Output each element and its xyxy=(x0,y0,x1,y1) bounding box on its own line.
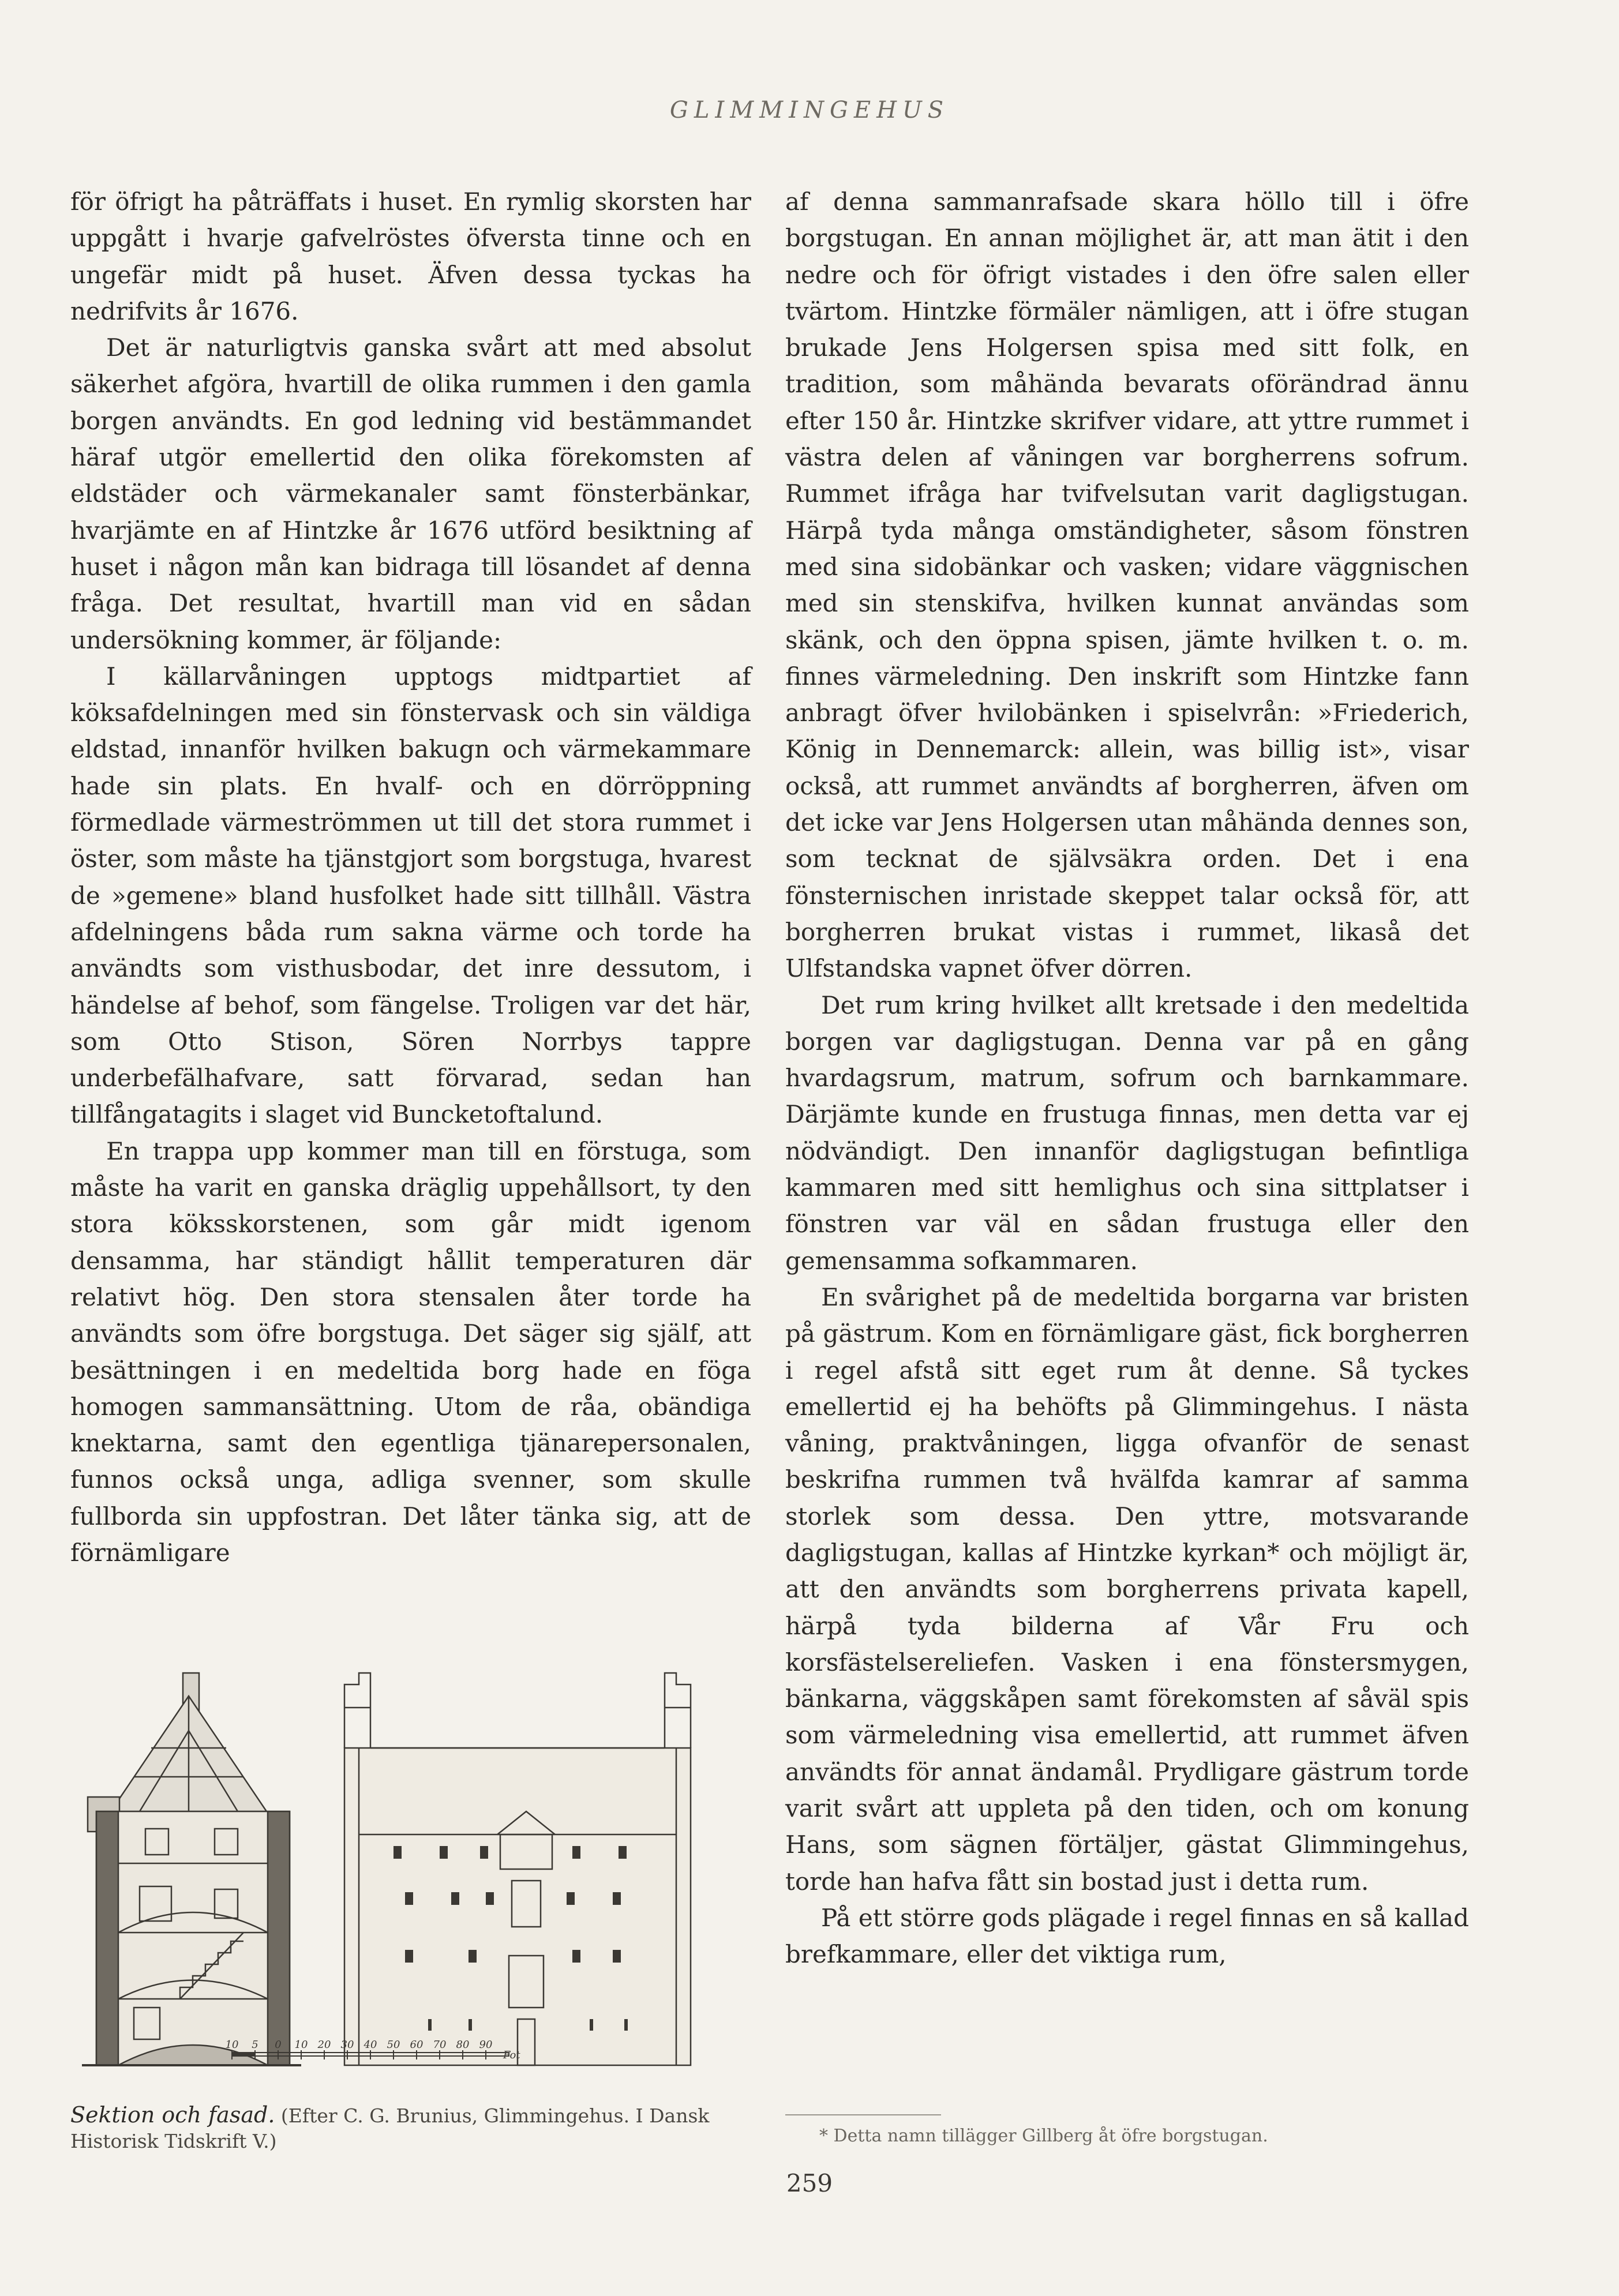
running-head: GLIMMINGEHUS xyxy=(669,97,950,123)
caption-title: Sektion och fasad. xyxy=(70,2102,275,2128)
scale-label: 30 xyxy=(340,2039,354,2051)
page-number: 259 xyxy=(786,2169,833,2197)
scale-label: 10 xyxy=(225,2039,239,2051)
scale-label: 40 xyxy=(363,2039,377,2051)
footnote-rule xyxy=(785,2114,941,2115)
scale-label: 60 xyxy=(410,2039,424,2051)
right-column xyxy=(785,183,1469,1973)
scale-label: 80 xyxy=(456,2039,470,2051)
paragraph: Det är naturligtvis ganska svårt att med absolut säkerhet afgöra, hvartill de olika rummen i den gamla borgen användts. En god ledning vid bestämmandet häraf utgör emellertid den olika förekomsten af eldstäder och värmekanaler samt fönsterbänkar, hvarjämte en af Hintzke år 1676 utförd besiktning af huset i någon mån kan bidraga till lösandet af denna fråga. Det resultat, hvartill man vid en sådan undersökning kommer, är följande: xyxy=(70,333,751,654)
paragraph: Det rum kring hvilket allt kretsade i den medeltida borgen var dagligstugan. Denna var på en gång hvardagsrum, matrum, sofrum och barnkammare. Därjämte kunde en frustuga finnas, men detta var ej nödvändigt. Den innanför dagligstugan befintliga kammaren med sitt hemlighus och sina sittplatser i fönstren var väl en sådan frustuga eller den gemensamma sofkammaren. xyxy=(785,991,1469,1275)
paragraph: På ett större gods plägade i regel finnas en så kallad brefkammare, eller det viktiga rum, xyxy=(785,1903,1469,1969)
scale-label: 20 xyxy=(317,2039,331,2051)
footnote: * Detta namn tillägger Gillberg åt öfre borgstugan. xyxy=(819,2126,1268,2146)
section-drawing xyxy=(82,1673,301,2065)
paragraph: I källarvåningen upptogs midtpartiet af köksafdelningen med sin fönstervask och sin väldiga eldstad, innanför hvilken bakugn och värmekammare hade sin plats. En hvalf- och en dörröppning förmedlade värmeströmmen ut till det stora rummet i öster, som måste ha tjänstgjort som borgstuga, hvarest de »gemene» bland husfolket hade sitt tillhåll. Västra afdelningens båda rum sakna värme och torde ha användts som visthusbodar, det inre dessutom, i händelse af behof, som fängelse. Troligen var det här, som Otto Stison, Sören Norrbys tappre underbefälhafvare, satt förvarad, sedan han tillfångatagits i slaget vid Buncketoftalund. xyxy=(70,662,751,1129)
scale-label: 0 xyxy=(275,2039,282,2051)
facade-drawing xyxy=(344,1673,691,2065)
scale-label: 90 xyxy=(479,2039,493,2051)
paragraph: af denna sammanrafsade skara höllo till i öfre borgstugan. En annan möjlighet är, att man ätit i den nedre och för öfrigt vistades i den öfre salen eller tvärtom. Hintzke förmäler nämligen, att i öfre stugan brukade Jens Holgersen spisa med sitt folk, en tradition, som måhända bevarats oförändrad ännu efter 150 år. Hintzke skrifver vidare, att yttre rummet i västra delen af våningen var borgherrens sofrum. Rummet ifråga har tvifvelsutan varit dagligstugan. Härpå tyda många omständigheter, såsom fönstren med sina sidobänkar och vasken; vidare väggnischen med sin stenskifva, hvilken kunnat användas som skänk, och den öppna spisen, jämte hvilken t. o. m. finnes värmeledning. Den inskrift som Hintzke fann anbragt öfver hvilobänken i spiselvrån: »Friederich, König in Dennemarck: allein, was billig ist», visar också, att rummet användts af borgherren, äfven om det icke var Jens Holgersen utan måhända dennes son, som tecknat de självsäkra orden. Det i ena fönsternischen inristade skeppet talar också för, att borgherren brukat vistas i rummet, likaså det Ulfstandska vapnet öfver dörren. xyxy=(785,187,1469,983)
scale-unit: Fot xyxy=(503,2049,520,2061)
caption-credit: (Efter C. G. Brunius, Glimmingehus. I Dansk Historisk Tidskrift V.) xyxy=(70,2104,710,2152)
figure-caption xyxy=(70,2102,757,2154)
section-and-facade-figure xyxy=(70,1661,757,2077)
paragraph: för öfrigt ha påträffats i huset. En rymlig skorsten har uppgått i hvarje gafvelröstes öfversta tinne och en ungefär midt på huset. Äfven dessa tyckas ha nedrifvits år 1676. xyxy=(70,187,751,325)
scale-label: 10 xyxy=(294,2039,308,2051)
paragraph: En svårighet på de medeltida borgarna var bristen på gästrum. Kom en förnämligare gäst, fick borgherren i regel afstå sitt eget rum åt denne. Så tyckes emellertid ej ha behöfts på Glimmingehus. I nästa våning, praktvåningen, ligga ofvanför de senast beskrifna rummen två hvälfda kamrar af samma storlek som dessa. Den yttre, motsvarande dagligstugan, kallas af Hintzke kyrkan* och möjligt är, att den användts som borgherrens privata kapell, härpå tyda bilderna af Vår Fru och korsfästelsereliefen. Vasken i ena fönstersmygen, bänkarna, väggskåpen samt förekomsten af såväl spis som värmeledning visa emellertid, att rummet äfven användts för annat ändamål. Prydligare gästrum torde varit svårt att uppleta på den tiden, och om konung Hans, som sägnen förtäljer, gästat Glimmingehus, torde han hafva fått sin bostad just i detta rum. xyxy=(785,1282,1469,1896)
left-column xyxy=(70,183,751,1571)
scale-label: 5 xyxy=(252,2039,258,2051)
paragraph: En trappa upp kommer man till en förstuga, som måste ha varit en ganska dräglig uppehållsort, ty den stora köksskorstenen, som går midt igenom densamma, har ständigt hållit temperaturen där relativt hög. Den stora stensalen åter torde ha användts som öfre borgstuga. Det säger sig själf, att besättningen i en medeltida borg hade en föga homogen sammansättning. Utom de råa, obändiga knektarna, samt den egentliga tjänarepersonalen, funnos också unga, adliga svenner, som skulle fullborda sin uppfostran. Det låter tänka sig, att de förnämligare xyxy=(70,1136,751,1567)
scale-label: 50 xyxy=(387,2039,400,2051)
scale-label: 70 xyxy=(433,2039,447,2051)
